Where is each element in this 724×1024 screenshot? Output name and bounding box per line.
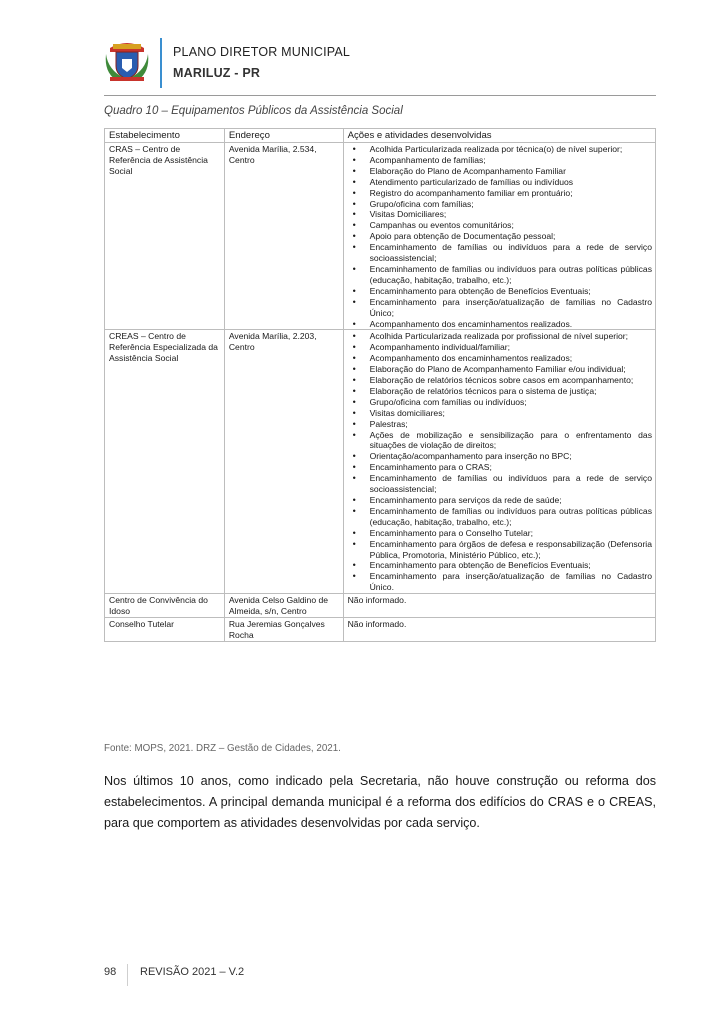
cell-endereco: Avenida Marília, 2.203, Centro — [224, 330, 343, 594]
list-item: • Encaminhamento de famílias ou indivíduos para a rede de serviço socioassistencial; — [348, 473, 652, 495]
cell-estabelecimento: Centro de Convivência do Idoso — [105, 594, 225, 618]
list-item: • Encaminhamento para inserção/atualização de famílias no Cadastro Único; — [348, 297, 652, 319]
page-header — [104, 38, 656, 98]
actions-list — [348, 331, 652, 593]
header-accent-bar — [160, 38, 162, 88]
list-item: • Acompanhamento dos encaminhamentos realizados; — [348, 353, 652, 364]
list-item: • Palestras; — [348, 419, 652, 430]
footer-divider — [127, 964, 128, 986]
cell-endereco: Avenida Celso Galdino de Almeida, s/n, Centro — [224, 594, 343, 618]
list-item: • Encaminhamento para serviços da rede de saúde; — [348, 495, 652, 506]
table-source: Fonte: MOPS, 2021. DRZ – Gestão de Cidades, 2021. — [104, 743, 341, 754]
column-header-endereco: Endereço — [224, 129, 343, 143]
table-row — [105, 594, 656, 618]
revision-label: REVISÃO 2021 – V.2 — [140, 966, 245, 978]
body-paragraph: Nos últimos 10 anos, como indicado pela Secretaria, não houve construção ou reforma dos estabelecimentos. A principal demanda municipal é a reforma dos edifícios do CRAS e o CREAS, para que comportem as atividades desenvolvidas por cada serviço. — [104, 774, 656, 831]
cell-acoes: Não informado. — [343, 594, 655, 618]
column-header-estabelecimento: Estabelecimento — [105, 129, 225, 143]
list-item: • Grupo/oficina com famílias; — [348, 199, 652, 210]
list-item: • Acompanhamento dos encaminhamentos realizados. — [348, 319, 652, 330]
list-item: • Elaboração do Plano de Acompanhamento Familiar e/ou individual; — [348, 364, 652, 375]
header-divider — [104, 95, 656, 96]
list-item: • Registro do acompanhamento familiar em prontuário; — [348, 188, 652, 199]
list-item: • Visitas Domiciliares; — [348, 209, 652, 220]
list-item: • Campanhas ou eventos comunitários; — [348, 220, 652, 231]
header-plan-title: PLANO DIRETOR MUNICIPAL — [173, 45, 351, 59]
cell-acoes: Não informado. — [343, 617, 655, 641]
table-row — [105, 143, 656, 330]
cell-endereco: Avenida Marília, 2.534, Centro — [224, 143, 343, 330]
list-item: • Atendimento particularizado de famílias ou indivíduos — [348, 177, 652, 188]
list-item: • Elaboração de relatórios técnicos sobre casos em acompanhamento; — [348, 375, 652, 386]
cell-estabelecimento: Conselho Tutelar — [105, 617, 225, 641]
cell-estabelecimento: CRAS – Centro de Referência de Assistência Social — [105, 143, 225, 330]
coat-of-arms-logo — [104, 40, 150, 82]
table-header-row — [105, 129, 656, 143]
cell-endereco: Rua Jeremias Gonçalves Rocha — [224, 617, 343, 641]
list-item: • Encaminhamento de famílias ou indivíduos para a rede de serviço socioassistencial; — [348, 242, 652, 264]
actions-list — [348, 144, 652, 329]
list-item: • Encaminhamento para órgãos de defesa e responsabilização (Defensoria Pública, Promotoria, Ministério Público, etc.); — [348, 539, 652, 561]
list-item: • Encaminhamento para o Conselho Tutelar; — [348, 528, 652, 539]
list-item: • Elaboração do Plano de Acompanhamento Familiar — [348, 166, 652, 177]
header-municipality: MARILUZ - PR — [173, 66, 261, 80]
list-item: • Encaminhamento de famílias ou indivíduos para outras políticas públicas (educação, habitação, trabalho, etc.); — [348, 264, 652, 286]
list-item: • Visitas domiciliares; — [348, 408, 652, 419]
cell-acoes — [343, 330, 655, 594]
list-item: • Encaminhamento para obtenção de Benefícios Eventuais; — [348, 560, 652, 571]
list-item: • Encaminhamento para obtenção de Benefícios Eventuais; — [348, 286, 652, 297]
list-item: • Elaboração de relatórios técnicos para o sistema de justiça; — [348, 386, 652, 397]
column-header-acoes: Ações e atividades desenvolvidas — [343, 129, 655, 143]
list-item: • Orientação/acompanhamento para inserção no BPC; — [348, 451, 652, 462]
cell-estabelecimento: CREAS – Centro de Referência Especializada da Assistência Social — [105, 330, 225, 594]
list-item: • Acompanhamento individual/familiar; — [348, 342, 652, 353]
table-row — [105, 330, 656, 594]
list-item: • Acolhida Particularizada realizada por profissional de nível superior; — [348, 331, 652, 342]
public-equipment-table — [104, 128, 656, 642]
list-item: • Ações de mobilização e sensibilização para o enfrentamento das situações de violação de direitos; — [348, 430, 652, 452]
cell-acoes — [343, 143, 655, 330]
list-item: • Encaminhamento de famílias ou indivíduos para outras políticas públicas (educação, habitação, trabalho, etc.); — [348, 506, 652, 528]
list-item: • Acolhida Particularizada realizada por técnica(o) de nível superior; — [348, 144, 652, 155]
list-item: • Apoio para obtenção de Documentação pessoal; — [348, 231, 652, 242]
list-item: • Acompanhamento de famílias; — [348, 155, 652, 166]
table-row — [105, 617, 656, 641]
page-number: 98 — [104, 966, 117, 978]
list-item: • Grupo/oficina com famílias ou indivíduos; — [348, 397, 652, 408]
table-caption: Quadro 10 – Equipamentos Públicos da Assistência Social — [104, 105, 403, 117]
list-item: • Encaminhamento para o CRAS; — [348, 462, 652, 473]
list-item: • Encaminhamento para inserção/atualização de famílias no Cadastro Único. — [348, 571, 652, 593]
